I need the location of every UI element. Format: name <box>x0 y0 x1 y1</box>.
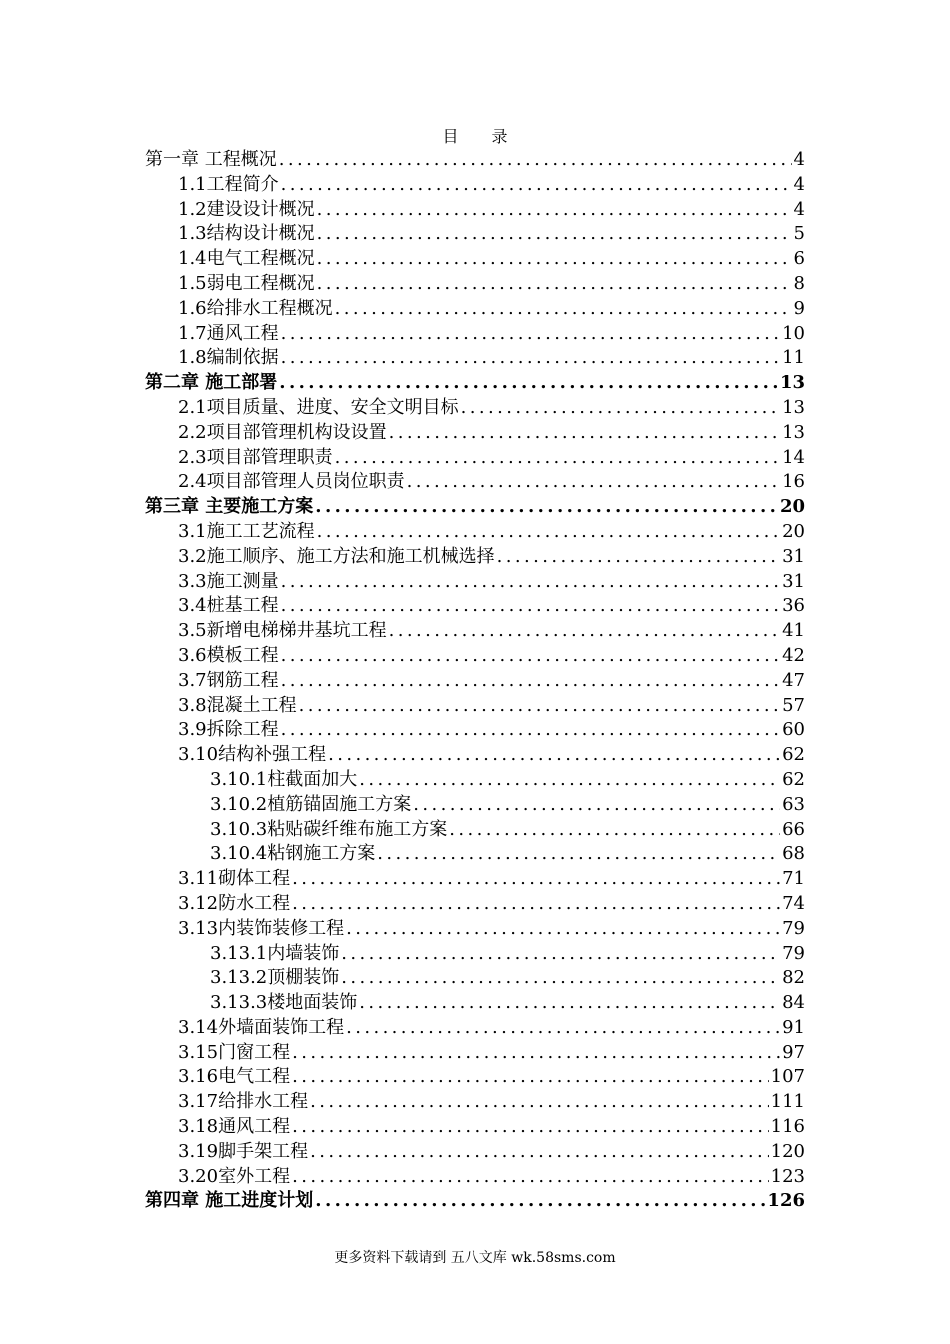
toc-entry-label: 3.16电气工程 <box>178 1066 291 1088</box>
toc-section-entry[interactable] <box>145 644 805 669</box>
toc-entry-label: 1.8编制依据 <box>178 347 279 369</box>
toc-dot-leader <box>359 768 780 793</box>
toc-entry-label: 3.3施工测量 <box>178 570 279 592</box>
toc-page-number: 63 <box>782 793 805 815</box>
toc-page-number: 71 <box>782 868 805 890</box>
toc-dot-leader <box>461 396 780 421</box>
toc-entry-label: 3.9拆除工程 <box>178 719 279 741</box>
toc-section-entry[interactable] <box>145 942 805 967</box>
toc-entry-label: 1.1工程简介 <box>178 173 279 195</box>
toc-entry-label: 3.12防水工程 <box>178 892 291 914</box>
toc-entry-label: 3.5新增电梯梯井基坑工程 <box>178 620 387 642</box>
toc-entry-label: 3.15门窗工程 <box>178 1041 291 1063</box>
toc-section-entry[interactable] <box>145 818 805 843</box>
toc-page-number: 120 <box>770 1140 805 1162</box>
toc-dot-leader <box>292 1041 780 1066</box>
toc-dot-leader <box>281 669 780 694</box>
toc-entry-label: 3.13.2顶棚装饰 <box>210 967 340 989</box>
toc-entry-label: 3.19脚手架工程 <box>178 1140 309 1162</box>
toc-section-entry[interactable] <box>145 173 805 198</box>
toc-page-number: 4 <box>793 173 805 195</box>
toc-page-number: 111 <box>770 1091 805 1113</box>
toc-entry-label: 3.4桩基工程 <box>178 595 279 617</box>
toc-entry-label: 3.18通风工程 <box>178 1116 291 1138</box>
toc-page-number: 31 <box>782 570 805 592</box>
toc-page-number: 79 <box>782 942 805 964</box>
toc-dot-leader <box>317 198 792 223</box>
toc-section-entry[interactable] <box>145 594 805 619</box>
toc-dot-leader <box>359 991 780 1016</box>
toc-dot-leader <box>377 842 780 867</box>
toc-page-number: 16 <box>782 471 805 493</box>
toc-section-entry[interactable] <box>145 1016 805 1041</box>
toc-section-entry[interactable] <box>145 322 805 347</box>
toc-page-number: 97 <box>782 1041 805 1063</box>
toc-page-number: 107 <box>770 1066 805 1088</box>
toc-section-entry[interactable] <box>145 421 805 446</box>
toc-chapter-entry[interactable] <box>145 148 805 173</box>
toc-section-entry[interactable] <box>145 991 805 1016</box>
toc-entry-label: 3.8混凝土工程 <box>178 694 297 716</box>
toc-dot-leader <box>292 1065 769 1090</box>
toc-dot-leader <box>317 520 780 545</box>
toc-entry-label: 3.7钢筋工程 <box>178 669 279 691</box>
toc-page-number: 13 <box>782 421 805 443</box>
toc-page-number: 57 <box>782 694 805 716</box>
page-footer: 更多资料下载请到 五八文库 wk.58sms.com <box>334 1250 616 1266</box>
toc-section-entry[interactable] <box>145 570 805 595</box>
toc-page-number: 5 <box>793 223 805 245</box>
toc-page-number: 91 <box>782 1016 805 1038</box>
toc-entry-label: 2.4项目部管理人员岗位职责 <box>178 471 405 493</box>
toc-chapter-entry[interactable] <box>145 495 805 520</box>
toc-entry-label: 3.6模板工程 <box>178 644 279 666</box>
toc-entry-label: 1.5弱电工程概况 <box>178 272 315 294</box>
toc-title: 目 录 <box>442 127 522 146</box>
toc-section-entry[interactable] <box>145 743 805 768</box>
toc-dot-leader <box>335 297 792 322</box>
toc-section-entry[interactable] <box>145 1140 805 1165</box>
toc-entry-label: 3.14外墙面装饰工程 <box>178 1016 345 1038</box>
toc-section-entry[interactable] <box>145 694 805 719</box>
toc-dot-leader <box>292 1165 769 1190</box>
toc-entry-label: 3.13.3楼地面装饰 <box>210 992 358 1014</box>
toc-dot-leader <box>279 148 792 173</box>
toc-entry-label: 3.17给排水工程 <box>178 1091 309 1113</box>
toc-page-number: 66 <box>782 818 805 840</box>
toc-dot-leader <box>315 495 778 520</box>
toc-page-number: 68 <box>782 843 805 865</box>
toc-dot-leader <box>335 446 780 471</box>
toc-dot-leader <box>281 644 780 669</box>
toc-page-number: 84 <box>782 992 805 1014</box>
toc-entry-label: 1.4电气工程概况 <box>178 248 315 270</box>
toc-section-entry[interactable] <box>145 346 805 371</box>
toc-dot-leader <box>281 570 780 595</box>
toc-dot-leader <box>407 470 780 495</box>
toc-page-number: 11 <box>782 347 805 369</box>
toc-page-number: 60 <box>782 719 805 741</box>
toc-entry-label: 1.6给排水工程概况 <box>178 297 333 319</box>
toc-dot-leader <box>310 1140 769 1165</box>
toc-section-entry[interactable] <box>145 793 805 818</box>
toc-dot-leader <box>497 545 780 570</box>
toc-dot-leader <box>299 694 780 719</box>
toc-entry-label: 3.10.3粘贴碳纤维布施工方案 <box>210 818 448 840</box>
toc-page-number: 13 <box>779 372 805 394</box>
toc-page-number: 10 <box>782 322 805 344</box>
toc-dot-leader <box>317 222 792 247</box>
toc-page-number: 116 <box>770 1116 805 1138</box>
toc-entry-label: 3.1施工工艺流程 <box>178 520 315 542</box>
toc-entry-label: 3.20室外工程 <box>178 1165 291 1187</box>
toc-dot-leader <box>292 892 780 917</box>
toc-section-entry[interactable] <box>145 222 805 247</box>
toc-section-entry[interactable] <box>145 446 805 471</box>
table-of-contents <box>145 148 805 1214</box>
toc-entry-label: 第二章 施工部署 <box>145 372 278 394</box>
toc-page-number: 74 <box>782 892 805 914</box>
toc-dot-leader <box>346 1016 780 1041</box>
toc-section-entry[interactable] <box>145 545 805 570</box>
toc-section-entry[interactable] <box>145 198 805 223</box>
toc-page-number: 31 <box>782 545 805 567</box>
toc-section-entry[interactable] <box>145 867 805 892</box>
toc-chapter-entry[interactable] <box>145 371 805 396</box>
toc-page-number: 20 <box>782 520 805 542</box>
toc-section-entry[interactable] <box>145 669 805 694</box>
toc-entry-label: 3.13内装饰装修工程 <box>178 917 345 939</box>
toc-dot-leader <box>341 966 780 991</box>
toc-dot-leader <box>315 1189 765 1214</box>
toc-page-number: 36 <box>782 595 805 617</box>
toc-page-number: 13 <box>782 396 805 418</box>
toc-entry-label: 2.1项目质量、进度、安全文明目标 <box>178 396 459 418</box>
toc-page-number: 9 <box>793 297 805 319</box>
toc-page-number: 62 <box>782 744 805 766</box>
toc-section-entry[interactable] <box>145 1115 805 1140</box>
toc-page-number: 62 <box>782 768 805 790</box>
toc-section-entry[interactable] <box>145 892 805 917</box>
toc-dot-leader <box>341 942 780 967</box>
toc-entry-label: 2.2项目部管理机构设设置 <box>178 421 387 443</box>
toc-dot-leader <box>317 272 792 297</box>
toc-page-number: 42 <box>782 644 805 666</box>
toc-page-number: 79 <box>782 917 805 939</box>
toc-section-entry[interactable] <box>145 768 805 793</box>
toc-section-entry[interactable] <box>145 966 805 991</box>
toc-section-entry[interactable] <box>145 619 805 644</box>
toc-entry-label: 1.2建设设计概况 <box>178 198 315 220</box>
toc-dot-leader <box>346 917 780 942</box>
toc-section-entry[interactable] <box>145 917 805 942</box>
toc-section-entry[interactable] <box>145 842 805 867</box>
toc-section-entry[interactable] <box>145 470 805 495</box>
toc-section-entry[interactable] <box>145 1041 805 1066</box>
toc-entry-label: 3.10结构补强工程 <box>178 744 327 766</box>
toc-section-entry[interactable] <box>145 396 805 421</box>
toc-dot-leader <box>389 619 780 644</box>
toc-section-entry[interactable] <box>145 297 805 322</box>
toc-entry-label: 第一章 工程概况 <box>145 149 277 170</box>
toc-dot-leader <box>413 793 780 818</box>
toc-dot-leader <box>389 421 780 446</box>
toc-dot-leader <box>292 1115 769 1140</box>
toc-section-entry[interactable] <box>145 1065 805 1090</box>
toc-entry-label: 3.11砌体工程 <box>178 868 291 890</box>
toc-page-number: 47 <box>782 669 805 691</box>
toc-entry-label: 1.3结构设计概况 <box>178 223 315 245</box>
toc-entry-label: 3.10.2植筋锚固施工方案 <box>210 793 412 815</box>
toc-chapter-entry[interactable] <box>145 1189 805 1214</box>
toc-section-entry[interactable] <box>145 718 805 743</box>
toc-dot-leader <box>449 818 780 843</box>
toc-page-number: 41 <box>782 620 805 642</box>
toc-entry-label: 3.10.1柱截面加大 <box>210 768 358 790</box>
toc-dot-leader <box>279 371 778 396</box>
toc-dot-leader <box>310 1090 769 1115</box>
toc-dot-leader <box>281 718 780 743</box>
toc-dot-leader <box>281 322 780 347</box>
toc-entry-label: 第三章 主要施工方案 <box>145 496 314 518</box>
toc-section-entry[interactable] <box>145 1090 805 1115</box>
toc-section-entry[interactable] <box>145 520 805 545</box>
toc-entry-label: 3.13.1内墙装饰 <box>210 942 340 964</box>
toc-dot-leader <box>292 867 780 892</box>
toc-page-number: 82 <box>782 967 805 989</box>
toc-page-number: 6 <box>793 248 805 270</box>
toc-page-number: 14 <box>782 446 805 468</box>
toc-page-number: 4 <box>793 149 805 170</box>
toc-page-number: 4 <box>793 198 805 220</box>
toc-section-entry[interactable] <box>145 272 805 297</box>
toc-dot-leader <box>281 594 780 619</box>
toc-page-number: 126 <box>767 1190 805 1212</box>
toc-dot-leader <box>328 743 780 768</box>
toc-dot-leader <box>317 247 792 272</box>
toc-dot-leader <box>281 173 792 198</box>
toc-section-entry[interactable] <box>145 1165 805 1190</box>
toc-dot-leader <box>281 346 780 371</box>
toc-entry-label: 1.7通风工程 <box>178 322 279 344</box>
toc-entry-label: 3.10.4粘钢施工方案 <box>210 843 376 865</box>
toc-page-number: 123 <box>770 1165 805 1187</box>
toc-page-number: 20 <box>779 496 805 518</box>
toc-entry-label: 3.2施工顺序、施工方法和施工机械选择 <box>178 545 495 567</box>
toc-page-number: 8 <box>793 272 805 294</box>
toc-entry-label: 2.3项目部管理职责 <box>178 446 333 468</box>
toc-section-entry[interactable] <box>145 247 805 272</box>
toc-entry-label: 第四章 施工进度计划 <box>145 1190 314 1212</box>
